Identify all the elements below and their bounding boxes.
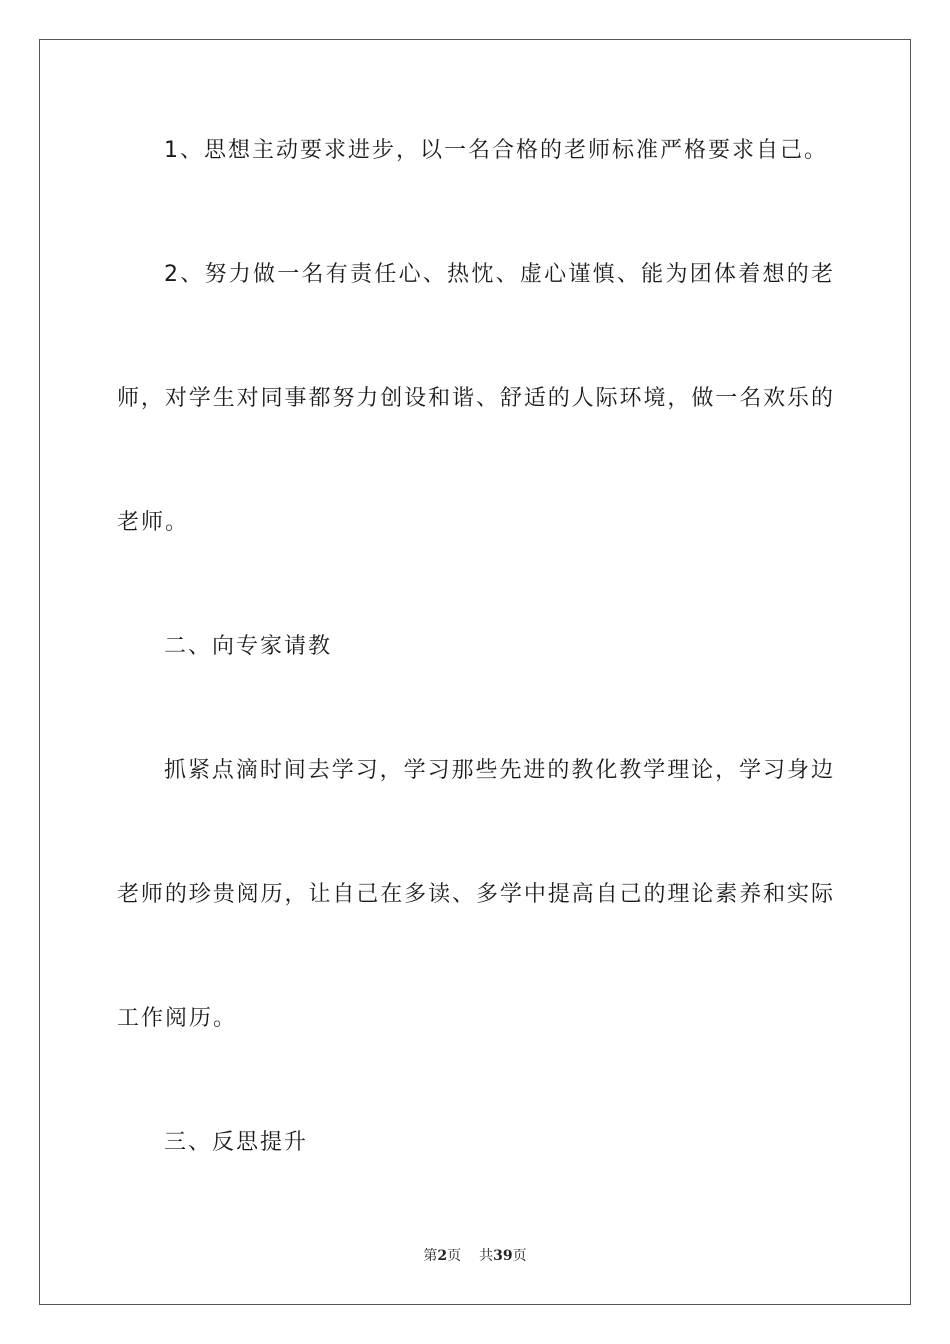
footer-total-number: 39 [493,1248,513,1264]
footer-total-suffix: 页 [512,1248,527,1264]
paragraph-line-3: 师，对学生对同事都努力创设和谐、舒适的人际环境，做一名欢乐的 [117,386,833,411]
paragraph-line-7: 工作阅历。 [117,1006,238,1031]
paragraph-line-6: 老师的珍贵阅历，让自己在多读、多学中提高自己的理论素养和实际 [117,882,833,907]
footer-total-prefix: 共 [479,1248,494,1264]
footer-page-prefix: 第 [423,1248,438,1264]
paragraph-line-2: 2、努力做一名有责任心、热忱、虚心谨慎、能为团体着想的老 [164,262,833,287]
page-border [39,39,911,1305]
section-heading-3: 三、反思提升 [164,1130,309,1155]
paragraph-line-5: 抓紧点滴时间去学习，学习那些先进的教化教学理论，学习身边 [164,758,833,783]
section-heading-2: 二、向专家请教 [164,634,333,659]
footer-page-number: 2 [437,1248,448,1264]
page-footer [0,1246,950,1266]
paragraph-line-4: 老师。 [117,510,190,535]
footer-page-suffix: 页 [447,1248,462,1264]
paragraph-line-1: 1、思想主动要求进步，以一名合格的老师标准严格要求自己。 [164,138,828,163]
